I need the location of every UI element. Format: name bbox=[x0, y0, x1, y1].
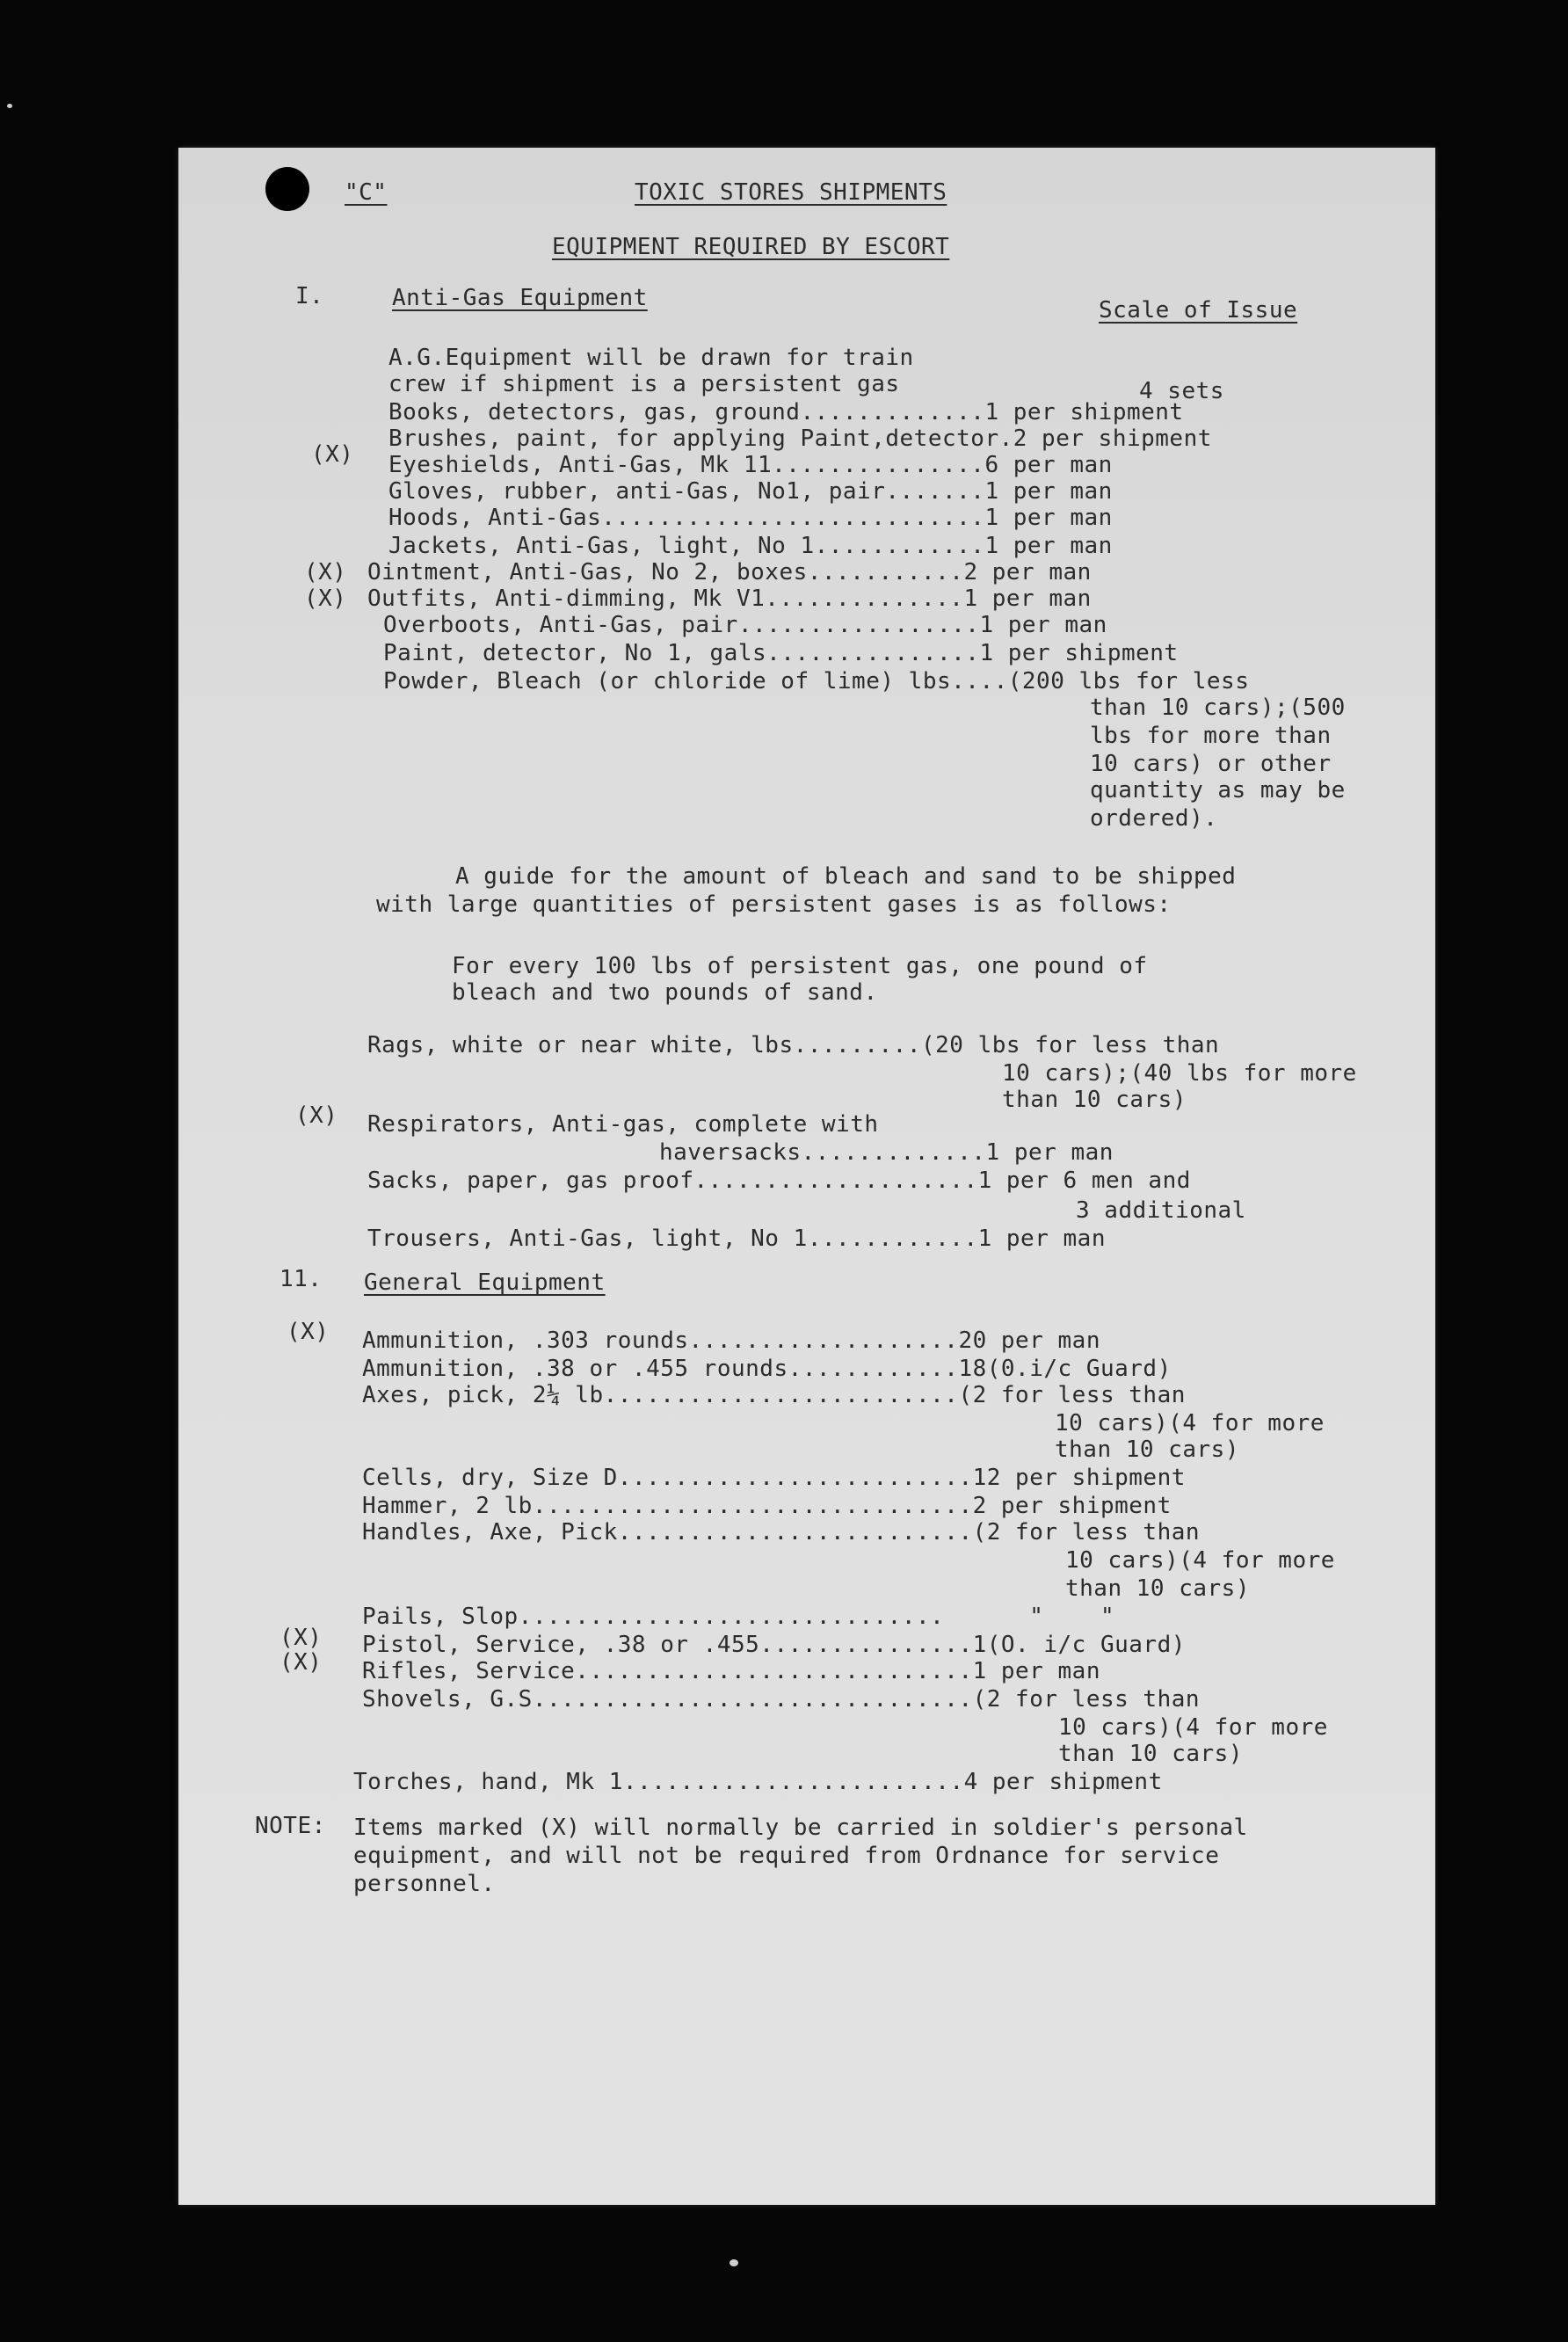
list-continuation: ordered). bbox=[1090, 805, 1218, 832]
list-continuation: quantity as may be bbox=[1090, 777, 1346, 804]
list-line: A.G.Equipment will be drawn for train bbox=[388, 345, 914, 371]
note-text: personnel. bbox=[353, 1871, 496, 1897]
list-line: Ammunition, .38 or .455 rounds............18(0.i/c Guard) bbox=[362, 1356, 1172, 1382]
list-line: Ammunition, .303 rounds...................20 per man bbox=[362, 1327, 1100, 1354]
list-line: Handles, Axe, Pick.........................(2 for less than bbox=[362, 1519, 1201, 1546]
list-line: Shovels, G.S...............................(2 for less than bbox=[362, 1686, 1201, 1713]
film-speck bbox=[7, 104, 12, 108]
section-heading: General Equipment bbox=[364, 1269, 606, 1296]
guide-paragraph: A guide for the amount of bleach and sand to be shipped bbox=[455, 863, 1237, 890]
list-line: Rags, white or near white, lbs.........(20 lbs for less than bbox=[367, 1032, 1220, 1058]
guide-rule: bleach and two pounds of sand. bbox=[452, 979, 878, 1006]
list-line: Overboots, Anti-Gas, pair.................1 per man bbox=[383, 612, 1107, 638]
list-line: Powder, Bleach (or chloride of lime) lbs....(200 lbs for less bbox=[383, 668, 1250, 695]
list-line: Pistol, Service, .38 or .455...............1(O. i/c Guard) bbox=[362, 1632, 1186, 1658]
list-line: Cells, dry, Size D.........................12 per shipment bbox=[362, 1465, 1186, 1491]
x-mark: (X) bbox=[279, 1625, 323, 1651]
list-line: Sacks, paper, gas proof....................1 per 6 men and bbox=[367, 1167, 1191, 1194]
list-continuation: than 10 cars);(500 bbox=[1090, 695, 1346, 721]
list-line: Jackets, Anti-Gas, light, No 1............1 per man bbox=[388, 533, 1113, 559]
list-line: Axes, pick, 2¼ lb.........................(2 for less than bbox=[362, 1382, 1186, 1408]
section-number: I. bbox=[295, 283, 324, 309]
annex-mark: "C" bbox=[345, 179, 388, 206]
scale-of-issue-heading: Scale of Issue bbox=[1099, 297, 1298, 324]
x-mark: (X) bbox=[295, 1102, 338, 1129]
x-mark: (X) bbox=[311, 441, 354, 468]
list-continuation: than 10 cars) bbox=[1065, 1575, 1250, 1602]
list-line: Torches, hand, Mk 1........................4 per shipment bbox=[353, 1769, 1163, 1795]
list-line: haversacks.............1 per man bbox=[659, 1139, 1114, 1166]
document-subtitle: EQUIPMENT REQUIRED BY ESCORT bbox=[552, 234, 950, 260]
note-text: equipment, and will not be required from Ordnance for service bbox=[353, 1843, 1220, 1869]
x-mark: (X) bbox=[304, 586, 347, 612]
list-line: Ointment, Anti-Gas, No 2, boxes...........2 per man bbox=[367, 559, 1092, 586]
list-continuation: 10 cars);(40 lbs for more bbox=[1002, 1060, 1357, 1087]
list-continuation: 10 cars)(4 for more bbox=[1055, 1410, 1325, 1436]
list-continuation: than 10 cars) bbox=[1002, 1087, 1187, 1113]
list-continuation: than 10 cars) bbox=[1058, 1741, 1243, 1767]
list-line: Gloves, rubber, anti-Gas, No1, pair.......1 per man bbox=[388, 478, 1113, 505]
note-label: NOTE: bbox=[255, 1813, 326, 1839]
x-mark: (X) bbox=[287, 1319, 330, 1345]
section-number: 11. bbox=[279, 1266, 323, 1292]
note-text: Items marked (X) will normally be carried in soldier's personal bbox=[353, 1815, 1248, 1841]
list-continuation: 10 cars)(4 for more bbox=[1058, 1714, 1328, 1741]
list-line: Pails, Slop.............................. " " bbox=[362, 1604, 1115, 1630]
guide-paragraph: with large quantities of persistent gases is as follows: bbox=[376, 891, 1172, 918]
document-title: TOXIC STORES SHIPMENTS bbox=[635, 179, 947, 206]
list-line: Hammer, 2 lb...............................2 per shipment bbox=[362, 1493, 1172, 1519]
punch-hole bbox=[265, 167, 309, 211]
list-continuation: 10 cars)(4 for more bbox=[1065, 1547, 1335, 1574]
list-line: Outfits, Anti-dimming, Mk V1..............1 per man bbox=[367, 586, 1092, 612]
list-line: Eyeshields, Anti-Gas, Mk 11...............6 per man bbox=[388, 452, 1113, 478]
list-continuation: lbs for more than bbox=[1090, 723, 1332, 749]
list-value: 4 sets bbox=[1139, 378, 1224, 404]
x-mark: (X) bbox=[279, 1649, 323, 1676]
list-line: Respirators, Anti-gas, complete with bbox=[367, 1111, 879, 1138]
list-line: Rifles, Service............................1 per man bbox=[362, 1658, 1100, 1684]
list-line: crew if shipment is a persistent gas bbox=[388, 371, 900, 397]
guide-rule: For every 100 lbs of persistent gas, one pound of bbox=[452, 953, 1148, 979]
list-continuation: 10 cars) or other bbox=[1090, 751, 1332, 777]
section-heading: Anti-Gas Equipment bbox=[392, 285, 648, 311]
list-line: Brushes, paint, for applying Paint,detector.2 per shipment bbox=[388, 425, 1212, 452]
list-continuation: than 10 cars) bbox=[1055, 1436, 1239, 1463]
film-speck bbox=[730, 2259, 738, 2266]
list-continuation: 3 additional bbox=[1076, 1197, 1246, 1224]
list-line: Paint, detector, No 1, gals...............1 per shipment bbox=[383, 640, 1179, 666]
list-line: Books, detectors, gas, ground.............1 per shipment bbox=[388, 399, 1184, 425]
list-line: Trousers, Anti-Gas, light, No 1............1 per man bbox=[367, 1226, 1106, 1252]
x-mark: (X) bbox=[304, 559, 347, 586]
list-line: Hoods, Anti-Gas...........................1 per man bbox=[388, 505, 1113, 531]
